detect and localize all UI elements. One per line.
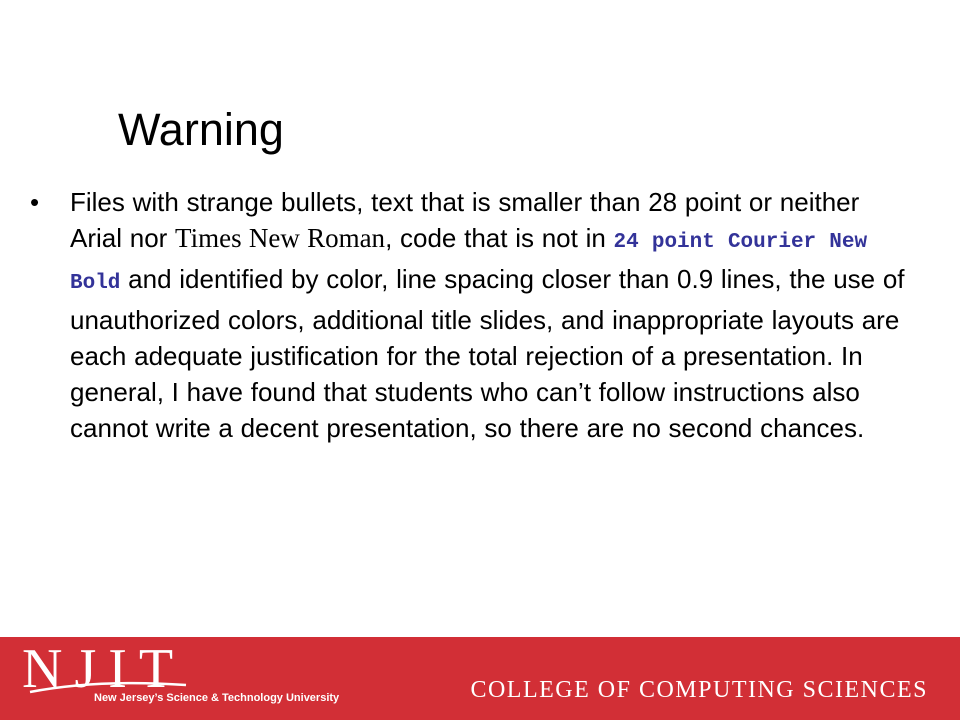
body-text-part2: , code that is not in bbox=[385, 223, 614, 253]
bullet-list bbox=[30, 184, 910, 446]
slide-title: Warning bbox=[118, 104, 284, 155]
body-text-part3: and identified by color, line spacing closer than 0.9 lines, the use of unauthorized colors, additional title slides, and inappropriate layouts are each adequate justification for the total rejection of a presentation. In general, I have found that students who can’t follow instructions also cannot write a decent presentation, so there are no second chances. bbox=[70, 264, 905, 443]
bullet-item bbox=[30, 184, 910, 446]
body-serif-text: Times New Roman bbox=[175, 223, 386, 253]
njit-logo: NJIT bbox=[22, 638, 186, 700]
logo-tagline: New Jersey’s Science & Technology University bbox=[94, 692, 340, 704]
body-text-part1: Files with strange bullets, text that is smaller than 28 point or neither Arial nor bbox=[70, 187, 860, 253]
bullet-icon: • bbox=[30, 187, 40, 217]
footer-banner bbox=[0, 637, 960, 720]
body-code-text: 24 point Courier New Bold bbox=[70, 231, 868, 295]
college-name: COLLEGE OF COMPUTING SCIENCES bbox=[470, 677, 928, 703]
